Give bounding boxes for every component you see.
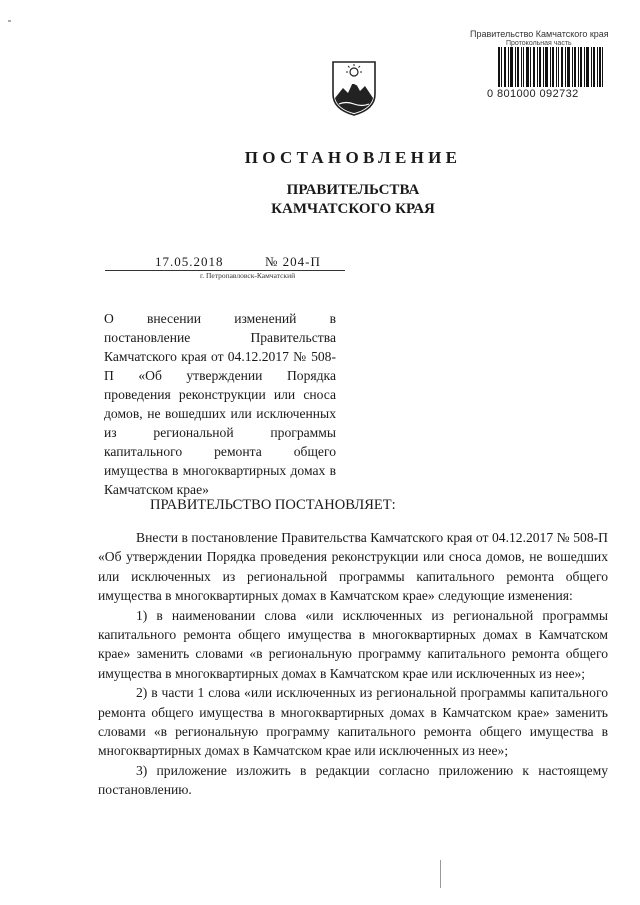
document-city: г. Петропавловск-Камчатский xyxy=(200,271,296,280)
stamp-subtitle: Протокольная часть xyxy=(506,40,572,47)
body-paragraph-item-1: 1) в наименовании слова «или исключенных из региональной программы капитального ремонта общего имущества в многоквартирных домах в Камчатском крае» заменить словами «в региональную программу капитального ремонта общего имущества в многоквартирных домах в Камчатском крае или исключенных из нее»; xyxy=(98,607,608,681)
barcode-number: 0 801000 092732 xyxy=(487,88,579,100)
issuer-line-1: ПРАВИТЕЛЬСТВА xyxy=(286,182,420,198)
document-subject: О внесении изменений в постановление Правительства Камчатского края от 04.12.2017 № 508-П «Об утверждении Порядка проведения реконструкции или сноса домов, не вошедших или исключенных из региональной программы капитального ремонта общего имущества в многоквартирных домах в Камчатском крае» xyxy=(104,311,336,497)
stamp-organization: Правительство Камчатского края xyxy=(470,29,609,39)
document-date: 17.05.2018 xyxy=(155,254,224,269)
issuer-line-2: КАМЧАТСКОГО КРАЯ xyxy=(271,201,435,217)
kamchatka-emblem-icon xyxy=(331,60,377,116)
body-paragraph-item-2: 2) в части 1 слова «или исключенных из региональной программы капитального ремонта общего имущества в многоквартирных домах в Камчатском крае» заменить словами «в региональную программу капитального ремонта общего имущества в многоквартирных домах в Камчатском крае или исключенных из нее»; xyxy=(98,685,608,759)
body-paragraph-intro: Внести в постановление Правительства Камчатского края от 04.12.2017 № 508-П «Об утверждении Порядка проведения реконструкции или сноса домов, не вошедших или исключенных из региональной программы капитального ремонта общего имущества в многоквартирных домах в Камчатском крае» следующие изменения: xyxy=(98,530,608,604)
scan-mark xyxy=(440,860,441,888)
document-title: ПОСТАНОВЛЕНИЕ xyxy=(244,148,462,167)
document-body xyxy=(98,528,608,800)
document-number: № 204-П xyxy=(265,254,321,269)
decree-heading: ПРАВИТЕЛЬСТВО ПОСТАНОВЛЯЕТ: xyxy=(150,497,396,513)
barcode xyxy=(498,47,603,87)
scan-speck xyxy=(8,20,11,22)
body-paragraph-item-3: 3) приложение изложить в редакции согласно приложению к настоящему постановлению. xyxy=(98,762,608,798)
